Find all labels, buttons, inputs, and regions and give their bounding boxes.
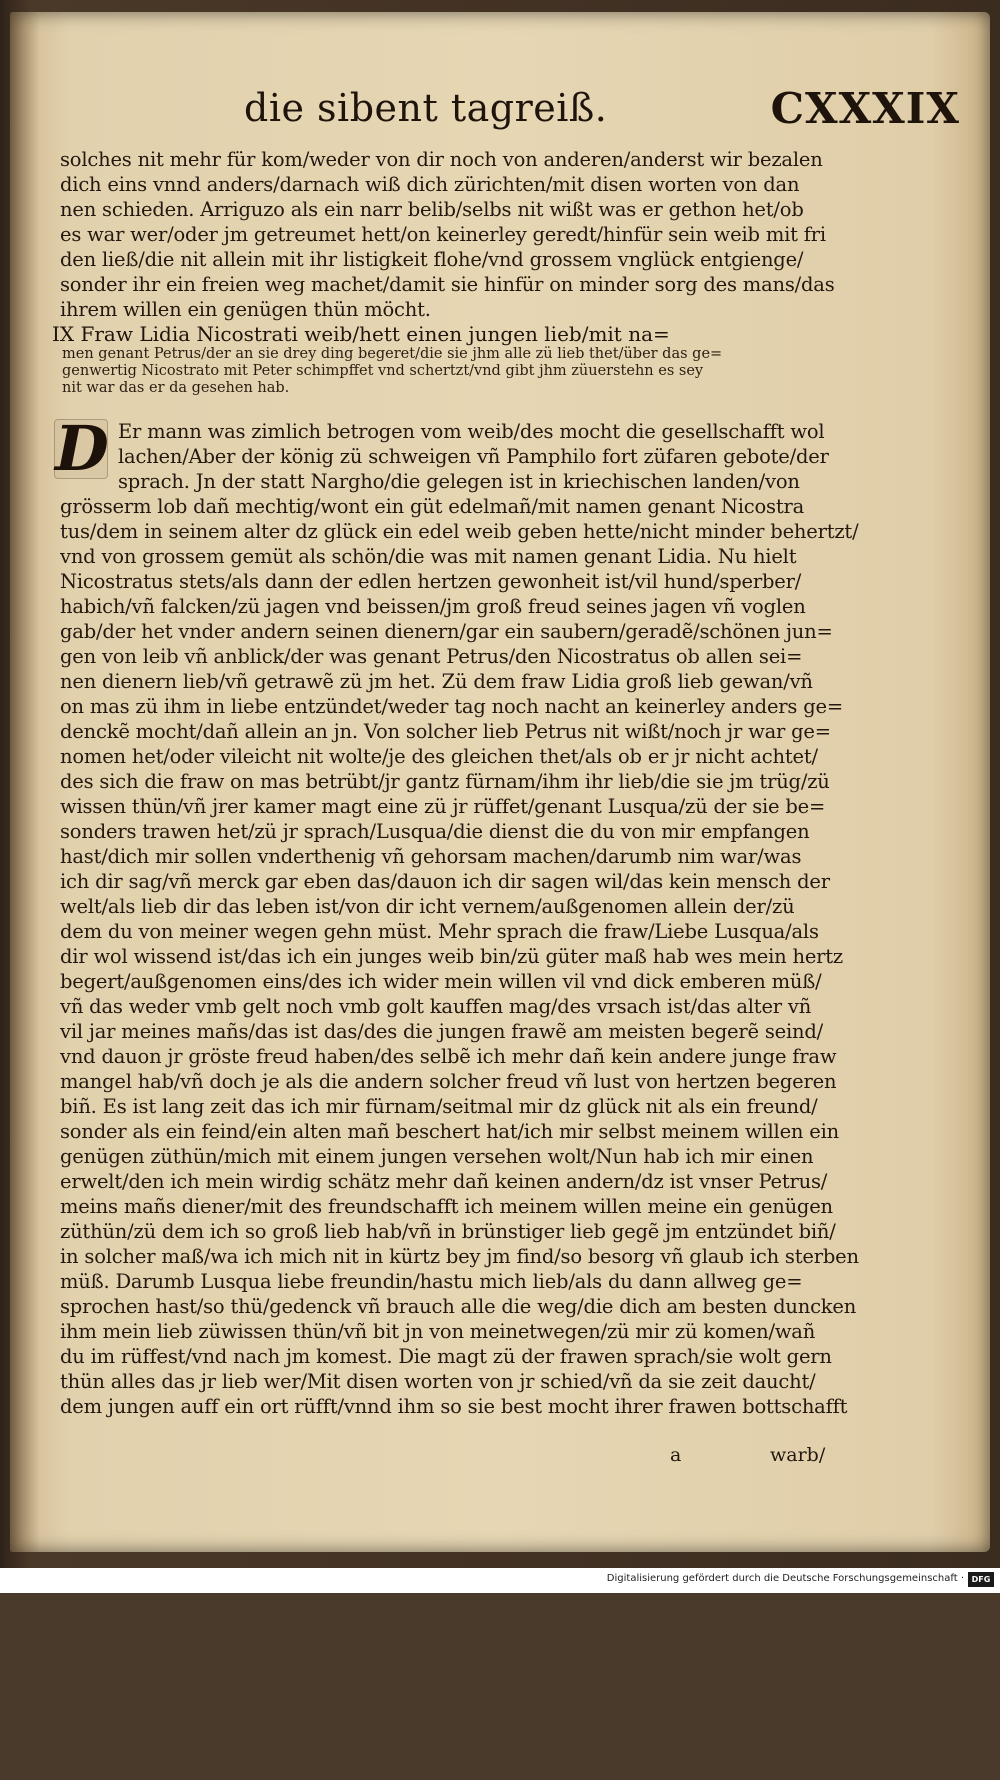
text-line: nomen het/oder vileicht nit wolte/je des gleichen thet/als ob er jr nicht achtet/ [60,745,818,768]
text-line: welt/als lieb dir das leben ist/von dir icht vernem/außgenomen allein der/zü [60,895,795,918]
decorated-initial: D [55,412,109,485]
text-line: dir wol wissend ist/das ich ein junges weib bin/zü güter maß hab wes mein hertz [60,945,843,968]
text-line: habich/vñ falcken/zü jagen vnd beissen/jm groß freud seines jagen vñ voglen [60,595,806,618]
text-line: mangel hab/vñ doch je als die andern solcher freud vñ lust von hertzen begeren [60,1070,837,1093]
text-line: on mas zü ihm in liebe entzündet/weder tag noch nacht an keinerley anders ge= [60,695,843,718]
funding-credit: Digitalisierung gefördert durch die Deutsche Forschungsgemeinschaft · [606,1573,964,1584]
text-line: thün alles das jr lieb wer/Mit disen worten von jr schied/vñ da sie zeit daucht/ [60,1370,816,1393]
text-line: dem jungen auff ein ort rüfft/vnnd ihm so sie best mocht ihrer frawen bottschafft [60,1395,848,1418]
catchword: warb/ [770,1444,826,1466]
text-line: ich dir sag/vñ merck gar eben das/dauon ich dir sagen wil/das kein mensch der [60,870,830,893]
text-line: nen schieden. Arriguzo als ein narr belib/selbs nit wißt was er gethon het/ob [60,198,804,221]
text-line: ihrem willen ein genügen thün möcht. [60,298,431,321]
page-gutter [10,12,40,1552]
folio-number: CXXXIX [770,84,960,133]
text-line: gen von leib vñ anblick/der was genant Petrus/den Nicostratus ob allen sei= [60,645,803,668]
text-line: dem du von meiner wegen gehn müst. Mehr sprach die fraw/Liebe Lusqua/als [60,920,819,943]
text-line: erwelt/den ich mein wirdig schätz mehr dañ keinen andern/dz ist vnser Petrus/ [60,1170,828,1193]
text-line: solches nit mehr für kom/weder von dir noch von anderen/anderst wir bezalen [60,148,823,171]
text-line: wissen thün/vñ jrer kamer magt eine zü jr rüffet/genant Lusqua/zü der sie be= [60,795,826,818]
text-line: hast/dich mir sollen vnderthenig vñ gehorsam machen/darumb nim war/was [60,845,802,868]
text-line: meins mañs diener/mit des freundschafft ich meinem willen meine ein genügen [60,1195,833,1218]
dfg-logo-icon: DFG [968,1572,994,1587]
text-line: gab/der het vnder andern seinen dienern/gar ein saubern/geradẽ/schönen jun= [60,620,833,643]
signature-mark: a [670,1444,682,1466]
text-line: lachen/Aber der könig zü schweigen vñ Pamphilo fort züfaren gebote/der [118,445,829,468]
text-line: es war wer/oder jm getreumet hett/on keinerley geredt/hinfür sein weib mit fri [60,223,826,246]
text-line: sonder ihr ein freien weg machet/damit sie hinfür on minder sorg des mans/das [60,273,835,296]
footer-bar [0,1568,1000,1593]
summary-line: nit war das er da gesehen hab. [62,380,290,396]
text-line: biñ. Es ist lang zeit das ich mir fürnam/seitmal mir dz glück nit als ein freund/ [60,1095,818,1118]
text-line: sonder als ein feind/ein alten mañ beschert hat/ich mir selbst meinem willen ein [60,1120,840,1143]
text-line: sprach. Jn der statt Nargho/die gelegen ist in kriechischen landen/von [118,470,800,493]
text-line: den ließ/die nit allein mit ihr listigkeit flohe/vnd grossem vnglück entgienge/ [60,248,804,271]
text-line: tus/dem in seinem alter dz glück ein edel weib geben hette/nicht minder behertzt/ [60,520,859,543]
summary-line: men genant Petrus/der an sie drey ding begeret/die sie jhm alle zü lieb thet/über das ge= [62,346,723,362]
text-line: vnd von grossem gemüt als schön/die was mit namen genant Lidia. Nu hielt [60,545,797,568]
text-line: nen dienern lieb/vñ getrawẽ zü jm het. Zü dem fraw Lidia groß lieb gewan/vñ [60,670,813,693]
text-line: Nicostratus stets/als dann der edlen hertzen gewonheit ist/vil hund/sperber/ [60,570,802,593]
text-line: dich eins vnnd anders/darnach wiß dich zürichten/mit disen worten von dan [60,173,800,196]
text-line: vñ das weder vmb gelt noch vmb golt kauffen mag/des vrsach ist/das alter vñ [60,995,812,1018]
chapter-summary [52,322,852,417]
text-line: züthün/zü dem ich so groß lieb hab/vñ in brünstiger lieb gegẽ jm entzündet biñ/ [60,1220,836,1243]
text-line: begert/außgenomen eins/des ich wider mein willen vil vnd dick emberen müß/ [60,970,822,993]
text-line: des sich die fraw on mas betrübt/jr gantz fürnam/ihm ihr lieb/die sie jm trüg/zü [60,770,830,793]
text-line: ihm mein lieb züwissen thün/vñ bit jn von meinetwegen/zü mir zü komen/wañ [60,1320,816,1343]
running-head: die sibent tagreiß. [244,86,608,130]
text-line: sonders trawen het/zü jr sprach/Lusqua/die dienst die du von mir empfangen [60,820,810,843]
text-line: grösserm lob dañ mechtig/wont ein güt edelmañ/mit namen genant Nicostra [60,495,805,518]
text-line: vnd dauon jr gröste freud haben/des selbẽ ich mehr dañ kein andere junge fraw [60,1045,837,1068]
summary-line: genwertig Nicostrato mit Peter schimpffet vnd schertzt/vnd gibt jhm züuerstehn es sey [62,363,704,379]
text-line: vil jar meines mañs/das ist das/des die jungen frawẽ am meisten begerẽ seind/ [60,1020,824,1043]
summary-heading: IX Fraw Lidia Nicostrati weib/hett einen jungen lieb/mit na= [52,322,670,346]
text-line: Er mann was zimlich betrogen vom weib/des mocht die gesellschafft wol [118,420,825,443]
text-line: in solcher maß/wa ich mich nit in kürtz bey jm find/so besorg vñ glaub ich sterben [60,1245,859,1268]
book-page [10,12,990,1552]
text-line: müß. Darumb Lusqua liebe freundin/hastu mich lieb/als du dann allweg ge= [60,1270,803,1293]
text-line: du im rüffest/vnd nach jm komest. Die magt zü der frawen sprach/sie wolt gern [60,1345,832,1368]
text-line: genügen züthün/mich mit einem jungen versehen wolt/Nun hab ich mir einen [60,1145,814,1168]
text-line: sprochen hast/so thü/gedenck vñ brauch alle die weg/die dich am besten duncken [60,1295,857,1318]
text-line: denckẽ mocht/dañ allein an jn. Von solcher lieb Petrus nit wißt/noch jr war ge= [60,720,831,743]
page-header [70,82,960,152]
